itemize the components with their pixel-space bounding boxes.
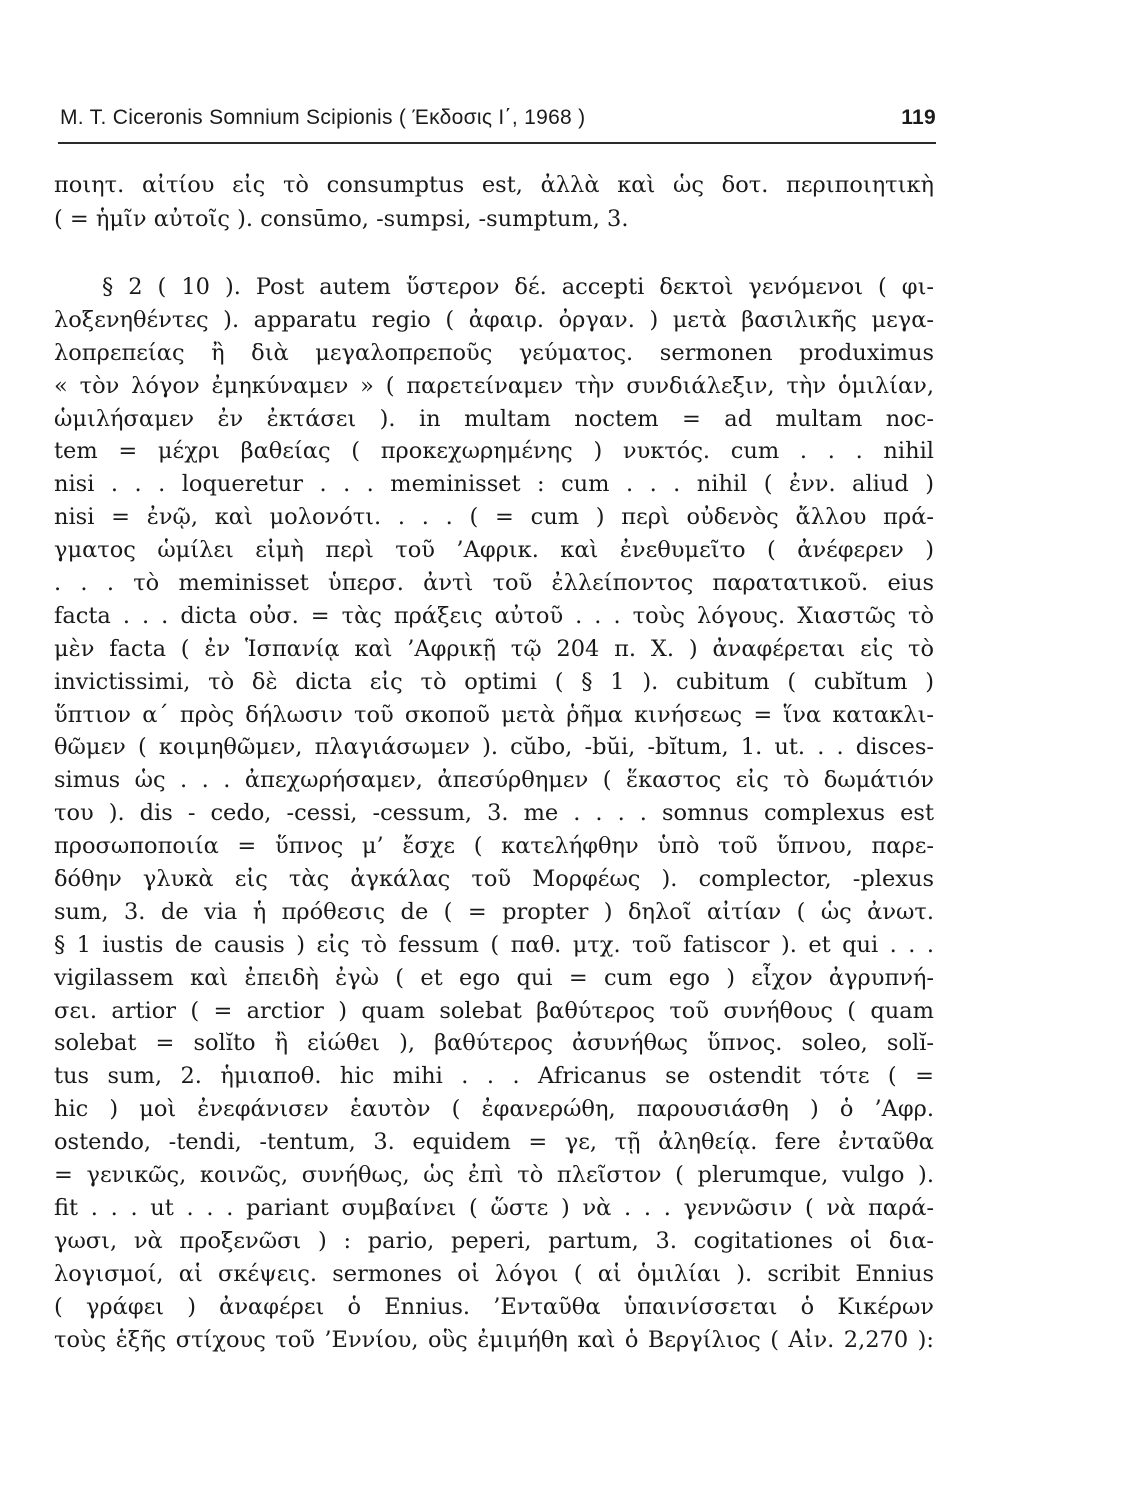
text-line: γματος ὡμίλει εἰμὴ περὶ τοῦ ’Αφρικ. καὶ ἐνεθυμεῖτο ( ἀνέφερεν ) [54, 537, 934, 564]
text-line: δόθην γλυκὰ εἰς τὰς ἀγκάλας τοῦ Μορφέως ). complector, -plexus [54, 866, 934, 893]
text-line: λογισμοί, αἱ σκέψεις. sermones οἱ λόγοι ( αἱ ὁμιλίαι ). scribit Ennius [54, 1260, 934, 1287]
text-line: . . . τὸ meminisset ὑπερσ. ἀντὶ τοῦ ἐλλείποντος παρατατικοῦ. eius [54, 570, 934, 597]
text-line: ποιητ. αἰτίου εἰς τὸ consumptus est, ἀλλὰ καὶ ὡς δοτ. περιποιητικὴ [54, 172, 934, 198]
text-line: invictissimi, τὸ δὲ dicta εἰς τὸ optimi ( § 1 ). cubitum ( cubĭtum ) [54, 668, 934, 695]
text-line: = γενικῶς, κοινῶς, συνήθως, ὡς ἐπὶ τὸ πλεῖστον ( plerumque, vulgo ). [54, 1162, 934, 1189]
text-line: προσωποποιία = ὕπνος μ’ ἔσχε ( κατελήφθην ὑπὸ τοῦ ὕπνου, παρε- [54, 833, 934, 860]
text-line: μὲν facta ( ἐν Ἱσπανίᾳ καὶ ’Αφρικῇ τῷ 204 π. Χ. ) ἀναφέρεται εἰς τὸ [54, 635, 934, 662]
text-line: solebat = solĭto ἢ εἰώθει ), βαθύτερος ἀσυνήθως ὕπνος. soleo, solĭ- [54, 1030, 934, 1057]
commentary-text [54, 168, 934, 1356]
text-line: λοξενηθέντες ). apparatu regio ( ἀφαιρ. ὀργαν. ) μετὰ βασιλικῆς μεγα- [54, 306, 934, 333]
text-line: « τὸν λόγον ἐμηκύναμεν » ( παρετείναμεν τὴν συνδιάλεξιν, τὴν ὁμιλίαν, [54, 372, 934, 399]
paragraph-1 [54, 168, 934, 236]
text-line: hic ) μοὶ ἐνεφάνισεν ἑαυτὸν ( ἐφανερώθη, παρουσιάσθη ) ὁ ’Αφρ. [54, 1096, 934, 1123]
text-line: του ). dis - cedo, -cessi, -cessum, 3. me . . . . somnus complexus est [54, 800, 934, 827]
text-line: facta . . . dicta οὐσ. = τὰς πράξεις αὐτοῦ . . . τοὺς λόγους. Χιαστῶς τὸ [54, 602, 934, 629]
paragraph-gap [54, 236, 934, 271]
text-line: θῶμεν ( κοιμηθῶμεν, πλαγιάσωμεν ). cŭbo, -bŭi, -bĭtum, 1. ut. . . disces- [54, 734, 934, 761]
text-line: τοὺς ἑξῆς στίχους τοῦ ’Εννίου, οὓς ἐμιμήθη καὶ ὁ Βεργίλιος ( Αἰν. 2,270 ): [54, 1326, 934, 1353]
running-header [60, 106, 936, 138]
text-line: tem = μέχρι βαθείας ( προκεχωρημένης ) νυκτός. cum . . . nihil [54, 438, 934, 465]
page-number: 119 [901, 106, 936, 129]
header-rule [58, 142, 936, 144]
text-line: sum, 3. de via ἡ πρόθεσις de ( = propter ) δηλοῖ αἰτίαν ( ὡς ἀνωτ. [54, 898, 934, 925]
header-title: M. T. Ciceronis Somnium Scipionis ( Έκδοσις Ι΄, 1968 ) [60, 106, 586, 129]
text-line: ostendo, -tendi, -tentum, 3. equidem = γε, τῇ ἀληθείᾳ. fere ἐνταῦθα [54, 1129, 934, 1156]
text-line: λοπρεπείας ἢ διὰ μεγαλοπρεποῦς γεύματος. sermonen produximus [54, 339, 934, 366]
text-line: § 2 ( 10 ). Post autem ὕστερον δέ. accepti δεκτοὶ γενόμενοι ( φι- [102, 274, 934, 300]
text-line: nisi = ἐνῷ, καὶ μολονότι. . . . ( = cum ) περὶ οὐδενὸς ἄλλου πρά- [54, 504, 934, 531]
text-line: ( = ἡμῖν αὐτοῖς ). consūmo, -sumpsi, -sumptum, 3. [54, 206, 629, 232]
text-line: § 1 iustis de causis ) εἰς τὸ fessum ( παθ. μτχ. τοῦ fatiscor ). et qui . . . [54, 931, 934, 958]
text-line: nisi . . . loqueretur . . . meminisset : cum . . . nihil ( ἐνν. aliud ) [54, 471, 934, 498]
text-line: tus sum, 2. ἡμιαποθ. hic mihi . . . Africanus se ostendit τότε ( = [54, 1063, 934, 1090]
text-line: fit . . . ut . . . pariant συμβαίνει ( ὥστε ) νὰ . . . γεννῶσιν ( νὰ παρά- [54, 1194, 934, 1221]
text-line: ὡμιλήσαμεν ἐν ἐκτάσει ). in multam noctem = ad multam noc- [54, 405, 934, 432]
text-line: ( γράφει ) ἀναφέρει ὁ Ennius. ’Ενταῦθα ὑπαινίσσεται ὁ Κικέρων [54, 1293, 934, 1320]
text-line: simus ὡς . . . ἀπεχωρήσαμεν, ἀπεσύρθημεν ( ἕκαστος εἰς τὸ δωμάτιόν [54, 767, 934, 794]
text-line: σει. artior ( = arctior ) quam solebat βαθύτερος τοῦ συνήθους ( quam [54, 997, 934, 1024]
text-line: ὕπτιον α΄ πρὸς δήλωσιν τοῦ σκοποῦ μετὰ ῥῆμα κινήσεως = ἵνα κατακλι- [54, 701, 934, 728]
text-line: vigilassem καὶ ἐπειδὴ ἐγὼ ( et ego qui = cum ego ) εἶχον ἀγρυπνή- [54, 964, 934, 991]
text-line: γωσι, νὰ προξενῶσι ) : pario, peperi, partum, 3. cogitationes οἱ δια- [54, 1227, 934, 1254]
paragraph-2 [54, 271, 934, 1356]
